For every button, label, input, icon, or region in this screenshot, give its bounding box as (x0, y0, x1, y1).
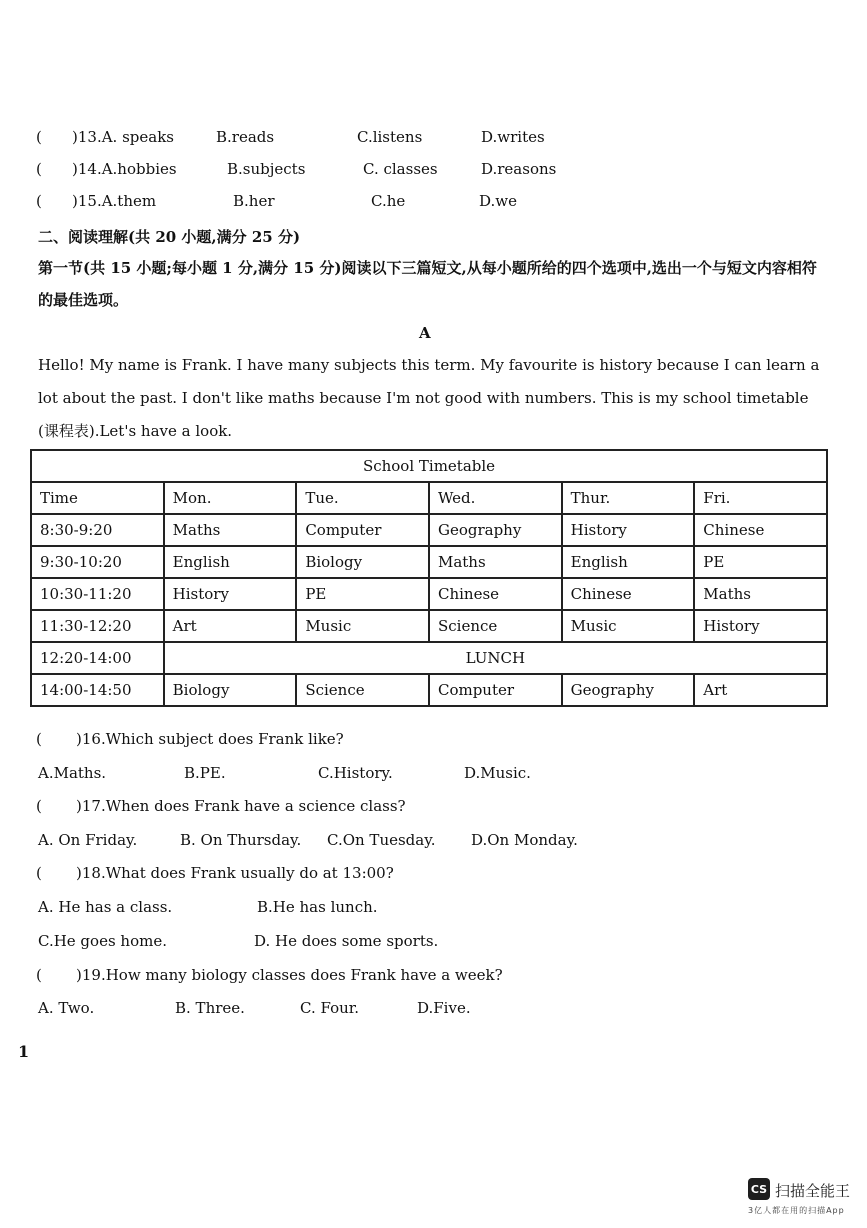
time-cell: 8:30-9:20 (31, 514, 164, 546)
subject-cell: Art (164, 610, 297, 642)
table-row (31, 578, 827, 610)
lunch-cell: LUNCH (164, 642, 827, 674)
question-16-option-a: A.Maths. (38, 764, 107, 782)
question-13-option-a: )13.A. speaks (72, 128, 174, 146)
question-14-option-b: B.subjects (227, 160, 306, 178)
subject-cell: Maths (429, 546, 562, 578)
question-16-option-c: C.History. (318, 764, 393, 782)
subject-cell: Music (562, 610, 695, 642)
question-13-option-b: B.reads (216, 128, 275, 146)
subject-cell: Geography (562, 674, 695, 706)
subject-cell: English (562, 546, 695, 578)
subject-cell: Chinese (694, 514, 827, 546)
subject-cell: PE (296, 578, 429, 610)
subject-cell: English (164, 546, 297, 578)
answer-paren: ( (36, 797, 42, 815)
timetable-header: Thur. (562, 482, 695, 514)
timetable-header: Fri. (694, 482, 827, 514)
timetable-header: Time (31, 482, 164, 514)
subject-cell: Chinese (429, 578, 562, 610)
subject-cell: History (164, 578, 297, 610)
timetable-header-row (31, 482, 827, 514)
question-19-option-c: C. Four. (300, 999, 360, 1017)
section-2-instruction: 第一节(共 15 小题;每小题 1 分,满分 15 分)阅读以下三篇短文,从每小题所给的四个选项中,选出一个与短文内容相符的最佳选项。 (38, 259, 817, 309)
lunch-row (31, 642, 827, 674)
subject-cell: Maths (164, 514, 297, 546)
scanner-app-name: 扫描全能王 (775, 1182, 851, 1200)
question-14-option-a: )14.A.hobbies (72, 160, 177, 178)
passage-label: A (419, 324, 431, 342)
question-17-option-c: C.On Tuesday. (327, 831, 436, 849)
subject-cell: Art (694, 674, 827, 706)
scanner-tagline: 3亿人都在用的扫描App (748, 1206, 845, 1215)
table-row (31, 674, 827, 706)
school-timetable (30, 449, 828, 707)
subject-cell: History (562, 514, 695, 546)
question-13-option-c: C.listens (357, 128, 423, 146)
question-19-option-d: D.Five. (417, 999, 471, 1017)
answer-paren: ( (36, 192, 42, 210)
subject-cell: Chinese (562, 578, 695, 610)
question-19-option-a: A. Two. (38, 999, 95, 1017)
subject-cell: Computer (296, 514, 429, 546)
subject-cell: Biology (164, 674, 297, 706)
subject-cell: Computer (429, 674, 562, 706)
time-cell: 11:30-12:20 (31, 610, 164, 642)
question-17-option-b: B. On Thursday. (180, 831, 302, 849)
camscanner-logo-icon: CS (748, 1178, 770, 1200)
question-18-option-b: B.He has lunch. (257, 898, 378, 916)
subject-cell: Biology (296, 546, 429, 578)
question-18-option-a: A. He has a class. (38, 898, 173, 916)
question-14-option-d: D.reasons (481, 160, 557, 178)
timetable-header: Tue. (296, 482, 429, 514)
subject-cell: Science (429, 610, 562, 642)
question-19-stem: )19.How many biology classes does Frank have a week? (76, 966, 503, 984)
question-15-option-a: )15.A.them (72, 192, 157, 210)
page-number: 1 (18, 1042, 30, 1061)
time-cell: 12:20-14:00 (31, 642, 164, 674)
time-cell: 10:30-11:20 (31, 578, 164, 610)
question-16-option-b: B.PE. (184, 764, 226, 782)
passage-text: Hello! My name is Frank. I have many subjects this term. My favourite is history because I can learn a lot about the past. I don't like maths because I'm not good with numbers. This is my school timetable (课程表).Let's have a look. (38, 356, 820, 440)
table-row (31, 514, 827, 546)
question-13-option-d: D.writes (481, 128, 545, 146)
answer-paren: ( (36, 966, 42, 984)
timetable-header: Wed. (429, 482, 562, 514)
subject-cell: Science (296, 674, 429, 706)
answer-paren: ( (36, 128, 42, 146)
table-row (31, 546, 827, 578)
question-16-stem: )16.Which subject does Frank like? (76, 730, 344, 748)
subject-cell: History (694, 610, 827, 642)
timetable-title: School Timetable (31, 450, 827, 482)
question-17-stem: )17.When does Frank have a science class? (76, 797, 406, 815)
subject-cell: Maths (694, 578, 827, 610)
question-14-option-c: C. classes (363, 160, 438, 178)
question-15-option-b: B.her (233, 192, 275, 210)
subject-cell: Music (296, 610, 429, 642)
question-18-option-d: D. He does some sports. (254, 932, 439, 950)
section-2-title: 二、阅读理解(共 20 小题,满分 25 分) (38, 228, 301, 246)
answer-paren: ( (36, 864, 42, 882)
question-18-stem: )18.What does Frank usually do at 13:00? (76, 864, 394, 882)
subject-cell: PE (694, 546, 827, 578)
table-row (31, 610, 827, 642)
answer-paren: ( (36, 730, 42, 748)
question-17-option-a: A. On Friday. (38, 831, 138, 849)
subject-cell: Geography (429, 514, 562, 546)
question-19-option-b: B. Three. (175, 999, 245, 1017)
question-17-option-d: D.On Monday. (471, 831, 578, 849)
answer-paren: ( (36, 160, 42, 178)
question-15-option-d: D.we (479, 192, 517, 210)
time-cell: 9:30-10:20 (31, 546, 164, 578)
question-16-option-d: D.Music. (464, 764, 531, 782)
timetable-header: Mon. (164, 482, 297, 514)
question-18-option-c: C.He goes home. (38, 932, 167, 950)
question-15-option-c: C.he (371, 192, 406, 210)
time-cell: 14:00-14:50 (31, 674, 164, 706)
